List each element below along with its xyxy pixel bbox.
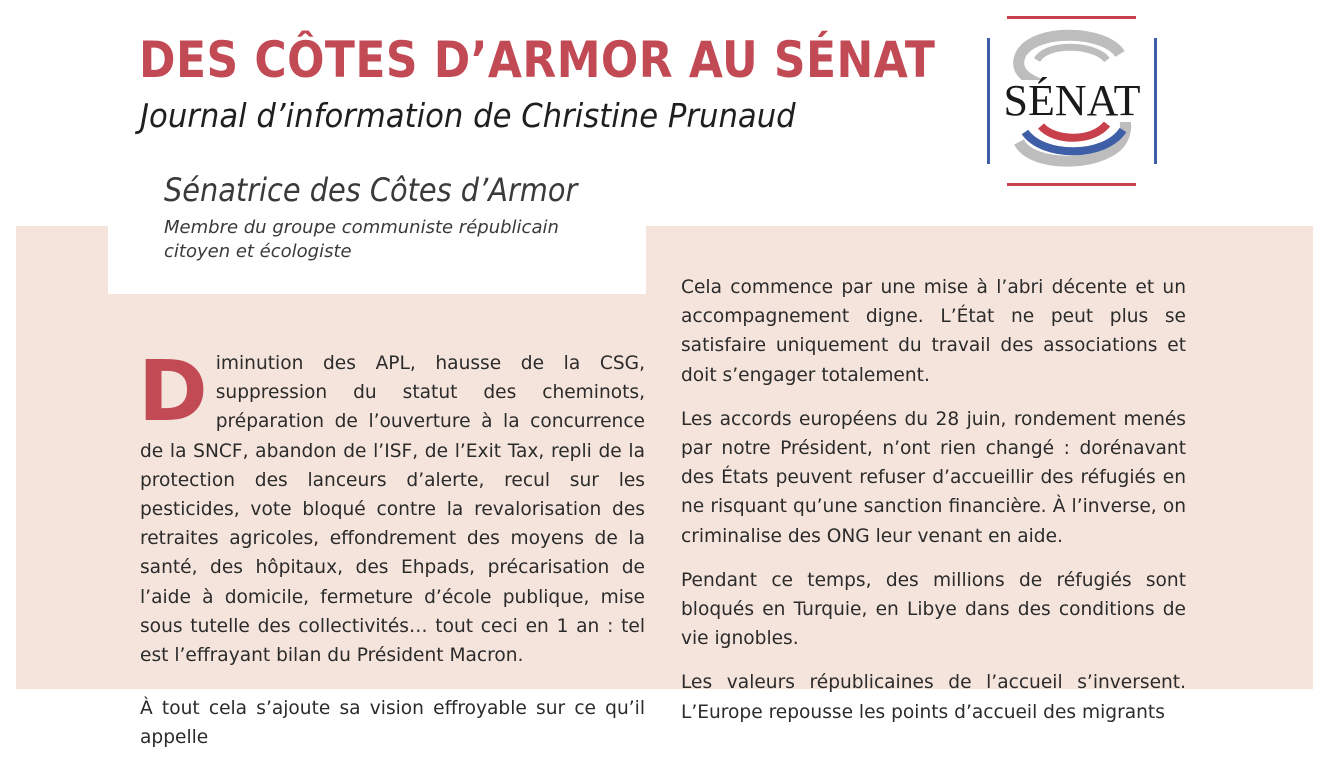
logo-text: SÉNAT <box>1003 76 1141 125</box>
senat-logo <box>985 14 1160 190</box>
page-subtitle: Journal d’information de Christine Prunaud <box>140 96 796 135</box>
article-paragraph-2: À tout cela s’ajoute sa vision effroyable sur ce qu’il appelle <box>140 698 645 749</box>
article-right-paragraph-4: Les valeurs républicaines de l’accueil s’inversent. L’Europe repousse les points d’accueil des migrants <box>681 672 1186 723</box>
article-paragraph-1 <box>138 342 645 670</box>
drop-cap: D <box>138 342 208 440</box>
article-right-paragraph-3: Pendant ce temps, des millions de réfugiés sont bloqués en Turquie, en Libye dans des conditions de vie ignobles. <box>681 569 1186 650</box>
article-right-column <box>681 273 1186 742</box>
author-membership <box>164 216 559 264</box>
author-role: Sénatrice des Côtes d’Armor <box>164 171 578 209</box>
article-paragraph-1-text: iminution des APL, hausse de la CSG, suppression du statut des cheminots, préparation de l’ouverture à la concurrence de la SNCF, abandon de l’ISF, de l’Exit Tax, repli de la protection des lanceurs d’alerte, recul sur les pesticides, vote bloqué contre la revalorisation des retraites agricoles, effondrement des moyens de la santé, des hôpitaux, des Ehpads, précarisation de l’aide à domicile, fermeture d’école publique, mise sous tutelle des collectivités… tout ceci en 1 an : tel est l’effrayant bilan du Président Macron. <box>140 353 645 667</box>
article-right-paragraph-1: Cela commence par une mise à l’abri décente et un accompagnement digne. L’État ne peut plus se satisfaire uniquement du travail des associations et doit s’engager totalement. <box>681 277 1186 386</box>
article-right-paragraph-2: Les accords européens du 28 juin, rondement menés par notre Président, n’ont rien changé : dorénavant des États peuvent refuser d’accueillir des réfugiés en ne risquant qu’une sanction financière. À l’inverse, on criminalise des ONG leur venant en aide. <box>681 408 1186 547</box>
membership-line-1: Membre du groupe communiste républicain <box>164 217 559 238</box>
article-left-column <box>138 342 645 768</box>
page-title: DES CÔTES D’ARMOR AU SÉNAT <box>139 31 936 89</box>
membership-line-2: citoyen et écologiste <box>164 241 352 262</box>
senat-logo-graphic <box>985 14 1160 190</box>
